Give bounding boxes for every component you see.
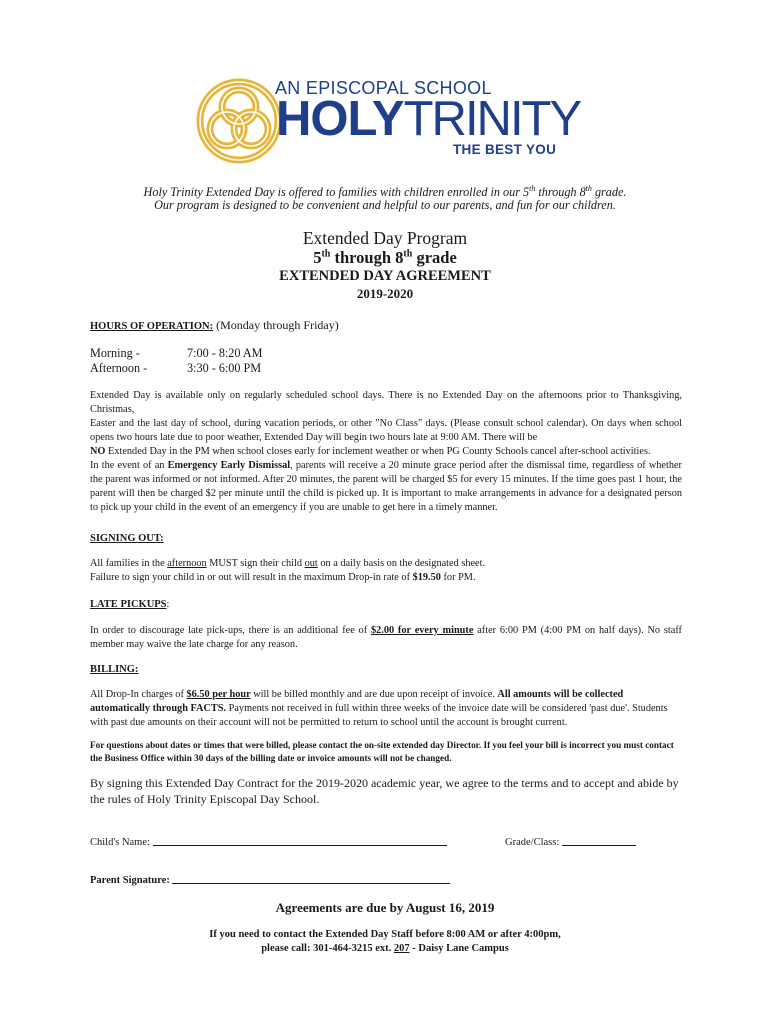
- logo-name-bold: HOLY: [276, 92, 404, 146]
- signing-out-text: All families in the: [90, 558, 168, 569]
- superscript: th: [321, 248, 331, 260]
- grade-text: through 8: [330, 248, 404, 267]
- dropin-rate: $19.50: [412, 572, 441, 583]
- contact-phone: please call: 301-464-3215 ext.: [261, 943, 394, 954]
- grade-text: 5: [313, 248, 322, 267]
- contact-line-2: [0, 941, 770, 956]
- late-text: In order to discourage late pick-ups, there is an additional fee of: [90, 625, 371, 636]
- intro-text: grade.: [591, 185, 627, 200]
- parent-signature-label: Parent Signature:: [90, 875, 170, 886]
- afternoon-underlined: afternoon: [167, 558, 207, 569]
- parent-signature-field: [90, 873, 450, 886]
- out-underlined: out: [304, 558, 318, 569]
- late-pickups-heading: LATE PICKUPS: [90, 599, 167, 610]
- billing-questions-note: For questions about dates or times that were billed, please contact the on-site extended day Director. If you feel your bill is incorrect you must contact the Business Office within 30 days of the billing date or invoice amounts will not be changed.: [90, 740, 674, 763]
- late-pickups-heading-row: [90, 598, 682, 612]
- parent-signature-input[interactable]: [172, 873, 450, 884]
- logo-top-text: AN EPISCOPAL SCHOOL: [275, 78, 492, 98]
- logo-tagline: THE BEST YOU: [453, 142, 557, 157]
- availability-p1: Extended Day is available only on regularly scheduled school days. There is no Extended Day on the afternoons prior to Thanksgiving, Christmas,: [90, 390, 682, 415]
- child-name-label: Child's Name:: [90, 837, 150, 848]
- billing-text-part: Payments not received in full within three weeks of the invoice date will be considered 'past due'. Students with past due amounts on their account will not be permitted to return to school until the account is brought current.: [90, 703, 668, 728]
- hours-days: (Monday through Friday): [216, 318, 339, 332]
- campus-name: - Daisy Lane Campus: [409, 943, 509, 954]
- availability-p3-text: Extended Day in the PM when school closes early for inclement weather or when PG County Schools cancel after-school activities.: [105, 446, 651, 457]
- morning-label: Morning -: [90, 346, 140, 360]
- signing-out-line-1: [90, 557, 682, 571]
- emergency-text: , parents will receive a 20 minute grace period after the dismissal time, regardless of whether the parent was informed or not informed. After 20 minutes, the parent will be charged $5 for every 15 minutes. If the time goes past 1 hour, the parent will then be charged $2 per minute until the child is picked up. It is important to make arrangements in advance for a designated person to pick up your child in the event of an emergency if you are unable to get here in a timely manner.: [90, 460, 682, 513]
- billing-heading: BILLING:: [90, 664, 139, 675]
- grade-range-title: [0, 248, 770, 268]
- availability-p3: [90, 445, 682, 459]
- dropin-hourly-rate: $6.50 per hour: [186, 689, 251, 700]
- emergency-dismissal-bold: Emergency Early Dismissal: [167, 460, 291, 471]
- billing-text-part: will be billed monthly and are due upon receipt of invoice.: [250, 689, 498, 700]
- intro-text: Holy Trinity Extended Day is offered to families with children enrolled in our 5: [143, 185, 530, 200]
- child-name-field: [90, 835, 447, 848]
- signing-out-text: for PM.: [440, 572, 476, 583]
- heading-colon: :: [166, 599, 170, 610]
- hours-heading-row: [90, 318, 682, 334]
- emergency-text: In the event of an: [90, 460, 168, 471]
- hours-morning: [90, 346, 263, 361]
- logo-wordmark: [276, 93, 580, 145]
- hours-afternoon: [90, 361, 261, 376]
- afternoon-time: 3:30 - 6:00 PM: [187, 361, 262, 375]
- intro-line-2: Our program is designed to be convenient and helpful to our parents, and fun for our children.: [154, 198, 616, 212]
- grade-text: grade: [412, 248, 457, 267]
- phone-extension: 207: [393, 943, 410, 954]
- morning-time: 7:00 - 8:20 AM: [187, 346, 263, 360]
- agreement-statement: By signing this Extended Day Contract for the 2019-2020 academic year, we agree to the terms and to accept and abide by the rules of Holy Trinity Episcopal Day School.: [90, 776, 679, 806]
- signing-out-text: on a daily basis on the designated sheet.: [317, 558, 486, 569]
- superscript: th: [529, 184, 536, 193]
- signing-out-text: Failure to sign your child in or out will result in the maximum Drop-in rate of: [90, 572, 413, 583]
- hours-heading: HOURS OF OPERATION:: [90, 321, 214, 332]
- grade-class-label: Grade/Class:: [505, 837, 560, 848]
- due-date-note: Agreements are due by August 16, 2019: [275, 900, 495, 915]
- afternoon-label: Afternoon -: [90, 361, 148, 375]
- agreement-title: EXTENDED DAY AGREEMENT: [279, 268, 491, 284]
- child-name-input[interactable]: [153, 835, 447, 846]
- superscript: th: [403, 248, 413, 260]
- contact-line-1: If you need to contact the Extended Day Staff before 8:00 AM or after 4:00pm,: [209, 929, 561, 940]
- availability-section: [90, 389, 682, 515]
- availability-p4: [90, 459, 682, 515]
- late-fee: $2.00 for every minute: [370, 625, 474, 636]
- intro-text: through 8: [535, 185, 586, 200]
- grade-class-input[interactable]: [562, 835, 636, 846]
- billing-text: [90, 688, 682, 730]
- late-pickups-text: [90, 624, 682, 652]
- signing-out-text: MUST sign their child: [206, 558, 305, 569]
- facts-collection-note: All amounts will be collected automatically through FACTS.: [90, 689, 624, 714]
- grade-class-field: [505, 835, 636, 848]
- no-text: NO: [90, 446, 106, 457]
- superscript: th: [585, 184, 592, 193]
- late-text: after 6:00 PM (4:00 PM on half days). No staff member may waive the late charge for any reason.: [90, 625, 682, 650]
- signing-out-line-2: [90, 571, 682, 585]
- logo-name-light: TRINITY: [403, 92, 581, 146]
- signing-out-heading: SIGNING OUT:: [90, 533, 164, 544]
- availability-p2: Easter and the last day of school, during vacation periods, or other "No Class" days. (Please consult school calendar). On days when school opens two hours late due to poor weather, Extended Day will begin two hours late at 9:00 AM. There will be: [90, 418, 682, 443]
- billing-text-part: All Drop-In charges of: [90, 689, 187, 700]
- trinity-knot-icon: [194, 76, 284, 166]
- program-title: Extended Day Program: [302, 228, 468, 248]
- school-year: 2019-2020: [356, 286, 414, 301]
